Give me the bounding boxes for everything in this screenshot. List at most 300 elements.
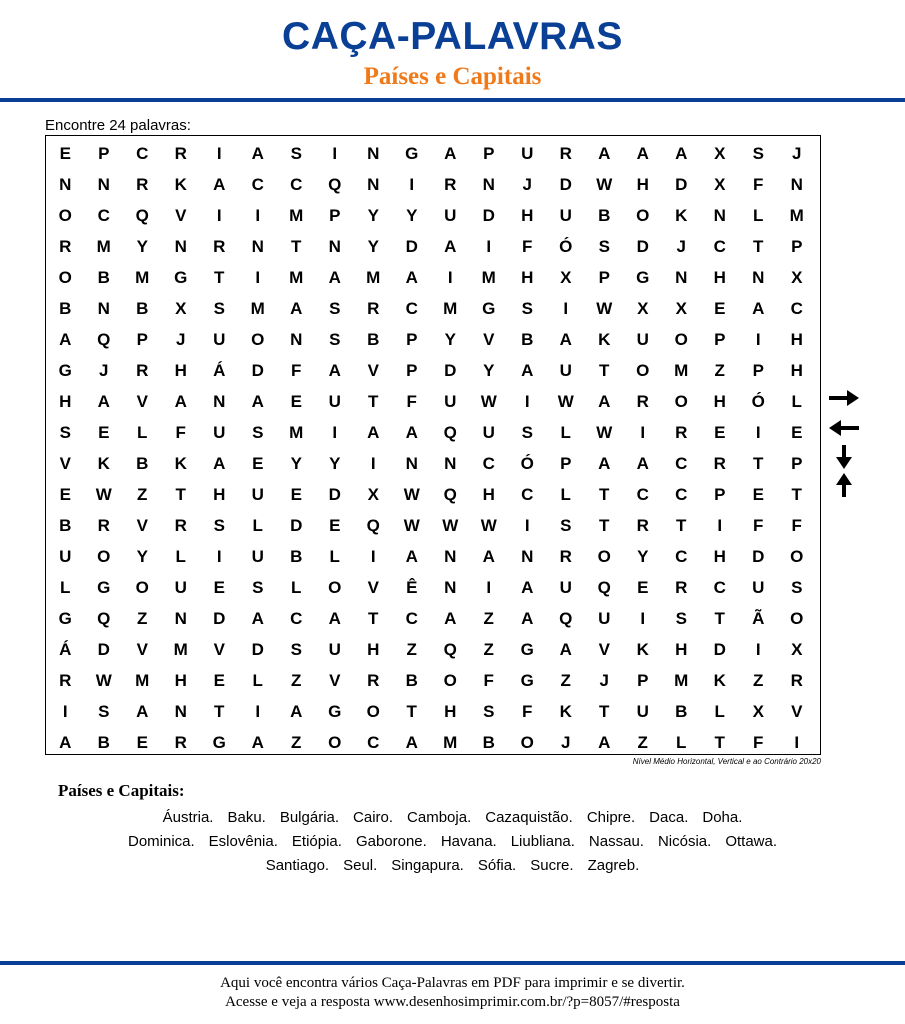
grid-cell[interactable]: N — [174, 702, 187, 721]
grid-cell[interactable]: M — [289, 206, 304, 225]
grid-cell[interactable]: P — [714, 330, 726, 349]
grid-cell[interactable]: U — [482, 423, 495, 442]
grid-cell[interactable]: T — [599, 516, 610, 535]
grid-cell[interactable]: X — [175, 299, 187, 318]
grid-cell[interactable]: L — [252, 671, 263, 690]
grid-cell[interactable]: W — [557, 392, 574, 411]
grid-cell[interactable]: C — [97, 206, 110, 225]
grid-cell[interactable]: B — [521, 330, 534, 349]
grid-cell[interactable]: H — [521, 268, 534, 287]
grid-cell[interactable]: O — [58, 268, 72, 287]
grid-cell[interactable]: N — [405, 454, 418, 473]
grid-cell[interactable]: E — [329, 516, 341, 535]
grid-cell[interactable]: H — [174, 671, 187, 690]
grid-cell[interactable]: C — [405, 609, 418, 628]
grid-cell[interactable]: L — [252, 516, 263, 535]
grid-cell[interactable]: U — [59, 547, 72, 566]
grid-cell[interactable]: A — [59, 330, 72, 349]
grid-cell[interactable]: H — [713, 547, 726, 566]
grid-cell[interactable]: Ã — [752, 609, 765, 628]
grid-cell[interactable]: A — [251, 733, 264, 752]
grid-cell[interactable]: R — [367, 299, 380, 318]
grid-cell[interactable]: J — [792, 144, 802, 163]
grid-cell[interactable]: H — [444, 702, 457, 721]
grid-cell[interactable]: A — [251, 609, 264, 628]
grid-cell[interactable]: Ó — [751, 392, 765, 411]
grid-cell[interactable]: P — [598, 268, 610, 287]
grid-cell[interactable]: G — [58, 609, 72, 628]
grid-cell[interactable]: X — [714, 144, 726, 163]
grid-cell[interactable]: R — [636, 516, 649, 535]
grid-cell[interactable]: I — [755, 423, 761, 442]
grid-cell[interactable]: A — [405, 268, 418, 287]
grid-cell[interactable]: I — [755, 330, 761, 349]
grid-cell[interactable]: U — [636, 330, 649, 349]
grid-cell[interactable]: M — [289, 268, 304, 287]
grid-cell[interactable]: E — [290, 485, 302, 504]
grid-cell[interactable]: E — [136, 733, 148, 752]
grid-cell[interactable]: A — [636, 144, 649, 163]
grid-cell[interactable]: U — [521, 144, 534, 163]
grid-cell[interactable]: A — [444, 144, 457, 163]
grid-cell[interactable]: W — [480, 392, 497, 411]
grid-cell[interactable]: B — [136, 299, 149, 318]
grid-cell[interactable]: M — [443, 299, 458, 318]
grid-cell[interactable]: V — [367, 361, 379, 380]
grid-cell[interactable]: G — [58, 361, 72, 380]
grid-cell[interactable]: I — [216, 206, 222, 225]
grid-cell[interactable]: A — [444, 609, 457, 628]
grid-cell[interactable]: P — [136, 330, 148, 349]
grid-cell[interactable]: C — [251, 175, 264, 194]
grid-cell[interactable]: J — [561, 733, 571, 752]
grid-cell[interactable]: L — [329, 547, 340, 566]
grid-cell[interactable]: A — [97, 392, 110, 411]
grid-cell[interactable]: S — [252, 578, 264, 597]
grid-cell[interactable]: R — [444, 175, 457, 194]
grid-cell[interactable]: Z — [753, 671, 764, 690]
grid-cell[interactable]: M — [366, 268, 381, 287]
grid-cell[interactable]: S — [752, 144, 764, 163]
grid-cell[interactable]: W — [596, 299, 613, 318]
grid-cell[interactable]: C — [790, 299, 803, 318]
grid-cell[interactable]: O — [520, 733, 534, 752]
grid-cell[interactable]: A — [444, 237, 457, 256]
grid-cell[interactable]: A — [405, 733, 418, 752]
grid-cell[interactable]: A — [251, 392, 264, 411]
grid-cell[interactable]: J — [676, 237, 686, 256]
grid-cell[interactable]: Y — [329, 454, 341, 473]
grid-cell[interactable]: O — [58, 206, 72, 225]
grid-cell[interactable]: P — [637, 671, 649, 690]
grid-cell[interactable]: O — [251, 330, 265, 349]
grid-cell[interactable]: K — [713, 671, 726, 690]
grid-cell[interactable]: X — [367, 485, 379, 504]
grid-cell[interactable]: Z — [637, 733, 648, 752]
grid-cell[interactable]: C — [675, 485, 688, 504]
grid-cell[interactable]: A — [521, 361, 534, 380]
grid-cell[interactable]: A — [213, 175, 226, 194]
grid-cell[interactable]: L — [676, 733, 687, 752]
grid-cell[interactable]: U — [752, 578, 765, 597]
grid-cell[interactable]: M — [789, 206, 804, 225]
grid-cell[interactable]: Ê — [406, 578, 418, 597]
grid-cell[interactable]: S — [290, 144, 302, 163]
grid-cell[interactable]: Q — [597, 578, 611, 597]
grid-cell[interactable]: E — [714, 299, 726, 318]
grid-cell[interactable]: E — [59, 144, 71, 163]
grid-cell[interactable]: J — [599, 671, 609, 690]
grid-cell[interactable]: A — [598, 144, 611, 163]
grid-cell[interactable]: W — [403, 516, 420, 535]
grid-cell[interactable]: G — [174, 268, 188, 287]
grid-cell[interactable]: T — [753, 454, 764, 473]
grid-cell[interactable]: Ó — [520, 454, 534, 473]
grid-cell[interactable]: W — [95, 671, 112, 690]
grid-cell[interactable]: U — [444, 206, 457, 225]
grid-cell[interactable]: N — [174, 609, 187, 628]
grid-cell[interactable]: X — [675, 299, 687, 318]
grid-cell[interactable]: D — [290, 516, 303, 535]
grid-cell[interactable]: D — [559, 175, 572, 194]
grid-cell[interactable]: R — [213, 237, 226, 256]
grid-cell[interactable]: O — [135, 578, 149, 597]
grid-cell[interactable]: I — [717, 516, 723, 535]
grid-cell[interactable]: A — [59, 733, 72, 752]
grid-cell[interactable]: X — [791, 640, 803, 659]
grid-cell[interactable]: Q — [328, 175, 342, 194]
grid-cell[interactable]: G — [328, 702, 342, 721]
grid-cell[interactable]: F — [483, 671, 494, 690]
grid-cell[interactable]: Q — [97, 609, 111, 628]
grid-cell[interactable]: V — [136, 516, 148, 535]
grid-cell[interactable]: O — [674, 392, 688, 411]
grid-cell[interactable]: P — [329, 206, 341, 225]
grid-cell[interactable]: U — [251, 485, 264, 504]
grid-cell[interactable]: Z — [483, 640, 494, 659]
grid-cell[interactable]: A — [328, 361, 341, 380]
grid-cell[interactable]: M — [135, 268, 150, 287]
grid-cell[interactable]: A — [328, 268, 341, 287]
grid-cell[interactable]: J — [522, 175, 532, 194]
grid-cell[interactable]: F — [175, 423, 186, 442]
grid-cell[interactable]: Y — [483, 361, 495, 380]
grid-cell[interactable]: L — [560, 423, 571, 442]
grid-cell[interactable]: I — [255, 206, 261, 225]
grid-cell[interactable]: A — [174, 392, 187, 411]
grid-cell[interactable]: T — [599, 361, 610, 380]
grid-cell[interactable]: I — [486, 237, 492, 256]
grid-cell[interactable]: S — [675, 609, 687, 628]
grid-cell[interactable]: V — [367, 578, 379, 597]
grid-cell[interactable]: R — [559, 547, 572, 566]
grid-cell[interactable]: Q — [135, 206, 149, 225]
grid-cell[interactable]: B — [290, 547, 303, 566]
grid-cell[interactable]: A — [752, 299, 765, 318]
grid-cell[interactable]: C — [713, 578, 726, 597]
grid-cell[interactable]: A — [598, 454, 611, 473]
grid-cell[interactable]: A — [290, 702, 303, 721]
grid-cell[interactable]: U — [636, 702, 649, 721]
grid-cell[interactable]: V — [175, 206, 187, 225]
grid-cell[interactable]: C — [636, 485, 649, 504]
grid-cell[interactable]: G — [520, 640, 534, 659]
grid-cell[interactable]: X — [714, 175, 726, 194]
grid-cell[interactable]: H — [675, 640, 688, 659]
grid-cell[interactable]: W — [403, 485, 420, 504]
grid-cell[interactable]: V — [136, 392, 148, 411]
grid-cell[interactable]: H — [367, 640, 380, 659]
grid-cell[interactable]: U — [444, 392, 457, 411]
grid-cell[interactable]: F — [291, 361, 302, 380]
grid-cell[interactable]: Y — [406, 206, 418, 225]
grid-cell[interactable]: S — [59, 423, 71, 442]
grid-cell[interactable]: P — [752, 361, 764, 380]
grid-cell[interactable]: O — [597, 547, 611, 566]
grid-cell[interactable]: I — [563, 299, 569, 318]
grid-cell[interactable]: N — [251, 237, 264, 256]
grid-cell[interactable]: C — [136, 144, 149, 163]
grid-cell[interactable]: O — [443, 671, 457, 690]
grid-cell[interactable]: W — [596, 175, 613, 194]
grid-cell[interactable]: A — [405, 423, 418, 442]
grid-cell[interactable]: A — [251, 144, 264, 163]
grid-cell[interactable]: T — [714, 609, 725, 628]
grid-cell[interactable]: R — [636, 392, 649, 411]
grid-cell[interactable]: S — [521, 423, 533, 442]
grid-cell[interactable]: U — [328, 392, 341, 411]
grid-cell[interactable]: U — [559, 206, 572, 225]
grid-cell[interactable]: E — [714, 423, 726, 442]
grid-cell[interactable]: Y — [290, 454, 302, 473]
grid-cell[interactable]: N — [521, 547, 534, 566]
grid-cell[interactable]: G — [212, 733, 226, 752]
grid-cell[interactable]: N — [213, 392, 226, 411]
grid-cell[interactable]: I — [216, 144, 222, 163]
grid-cell[interactable]: T — [214, 268, 225, 287]
grid-cell[interactable]: L — [714, 702, 725, 721]
grid-cell[interactable]: W — [442, 516, 459, 535]
grid-cell[interactable]: T — [599, 485, 610, 504]
grid-cell[interactable]: R — [136, 175, 149, 194]
grid-cell[interactable]: B — [97, 733, 110, 752]
grid-cell[interactable]: Z — [291, 671, 302, 690]
grid-cell[interactable]: E — [213, 671, 225, 690]
grid-cell[interactable]: D — [675, 175, 688, 194]
grid-cell[interactable]: H — [790, 330, 803, 349]
grid-cell[interactable]: I — [370, 547, 376, 566]
grid-cell[interactable]: K — [174, 175, 187, 194]
grid-cell[interactable]: I — [794, 733, 800, 752]
grid-cell[interactable]: A — [136, 702, 149, 721]
grid-cell[interactable]: U — [559, 361, 572, 380]
grid-cell[interactable]: N — [444, 454, 457, 473]
grid-cell[interactable]: C — [367, 733, 380, 752]
grid-cell[interactable]: U — [559, 578, 572, 597]
grid-cell[interactable]: R — [675, 423, 688, 442]
grid-cell[interactable]: I — [524, 516, 530, 535]
grid-cell[interactable]: Q — [559, 609, 573, 628]
grid-cell[interactable]: S — [252, 423, 264, 442]
grid-cell[interactable]: H — [636, 175, 649, 194]
grid-cell[interactable]: Z — [483, 609, 494, 628]
grid-cell[interactable]: M — [173, 640, 188, 659]
grid-cell[interactable]: Y — [367, 237, 379, 256]
grid-cell[interactable]: Y — [136, 547, 148, 566]
grid-cell[interactable]: T — [599, 702, 610, 721]
grid-cell[interactable]: A — [598, 392, 611, 411]
grid-cell[interactable]: E — [637, 578, 649, 597]
grid-cell[interactable]: H — [713, 268, 726, 287]
grid-cell[interactable]: N — [174, 237, 187, 256]
grid-cell[interactable]: M — [674, 671, 689, 690]
grid-cell[interactable]: E — [290, 392, 302, 411]
grid-cell[interactable]: A — [559, 640, 572, 659]
grid-cell[interactable]: O — [328, 578, 342, 597]
grid-cell[interactable]: R — [174, 733, 187, 752]
grid-cell[interactable]: B — [367, 330, 380, 349]
grid-cell[interactable]: F — [522, 702, 533, 721]
grid-cell[interactable]: A — [521, 609, 534, 628]
grid-cell[interactable]: B — [675, 702, 688, 721]
grid-cell[interactable]: H — [59, 392, 72, 411]
grid-cell[interactable]: T — [368, 392, 379, 411]
grid-cell[interactable]: I — [255, 268, 261, 287]
grid-cell[interactable]: A — [559, 330, 572, 349]
grid-cell[interactable]: A — [290, 299, 303, 318]
grid-cell[interactable]: F — [522, 237, 533, 256]
grid-cell[interactable]: N — [97, 299, 110, 318]
grid-cell[interactable]: X — [560, 268, 572, 287]
grid-cell[interactable]: I — [640, 609, 646, 628]
grid-cell[interactable]: W — [596, 423, 613, 442]
grid-cell[interactable]: Z — [560, 671, 571, 690]
grid-cell[interactable]: N — [444, 547, 457, 566]
grid-cell[interactable]: G — [482, 299, 496, 318]
grid-cell[interactable]: R — [174, 516, 187, 535]
grid-cell[interactable]: M — [96, 237, 111, 256]
grid-cell[interactable]: Q — [443, 640, 457, 659]
grid-cell[interactable]: U — [251, 547, 264, 566]
grid-cell[interactable]: R — [59, 237, 72, 256]
grid-cell[interactable]: N — [444, 578, 457, 597]
grid-cell[interactable]: L — [753, 206, 764, 225]
grid-cell[interactable]: O — [97, 547, 111, 566]
grid-cell[interactable]: T — [214, 702, 225, 721]
grid-cell[interactable]: D — [444, 361, 457, 380]
grid-cell[interactable]: A — [367, 423, 380, 442]
grid-cell[interactable]: R — [675, 578, 688, 597]
grid-cell[interactable]: E — [252, 454, 264, 473]
grid-cell[interactable]: E — [98, 423, 110, 442]
grid-cell[interactable]: S — [290, 640, 302, 659]
grid-cell[interactable]: N — [97, 175, 110, 194]
grid-cell[interactable]: M — [443, 733, 458, 752]
grid-cell[interactable]: D — [97, 640, 110, 659]
grid-cell[interactable]: I — [255, 702, 261, 721]
grid-cell[interactable]: E — [59, 485, 71, 504]
grid-cell[interactable]: I — [755, 640, 761, 659]
grid-cell[interactable]: Z — [714, 361, 725, 380]
grid-cell[interactable]: F — [753, 175, 764, 194]
grid-cell[interactable]: O — [674, 330, 688, 349]
grid-cell[interactable]: D — [213, 609, 226, 628]
grid-cell[interactable]: Y — [637, 547, 649, 566]
grid-cell[interactable]: C — [405, 299, 418, 318]
grid-cell[interactable]: K — [675, 206, 688, 225]
grid-cell[interactable]: A — [675, 144, 688, 163]
grid-cell[interactable]: T — [791, 485, 802, 504]
grid-cell[interactable]: K — [598, 330, 611, 349]
grid-cell[interactable]: M — [135, 671, 150, 690]
grid-cell[interactable]: N — [752, 268, 765, 287]
grid-cell[interactable]: A — [636, 454, 649, 473]
grid-cell[interactable]: A — [405, 547, 418, 566]
grid-cell[interactable]: J — [176, 330, 186, 349]
grid-cell[interactable]: Q — [443, 485, 457, 504]
grid-cell[interactable]: N — [367, 175, 380, 194]
grid-cell[interactable]: Q — [366, 516, 380, 535]
grid-cell[interactable]: S — [329, 299, 341, 318]
grid-cell[interactable]: B — [136, 454, 149, 473]
grid-cell[interactable]: H — [713, 392, 726, 411]
grid-cell[interactable]: O — [790, 609, 804, 628]
grid-cell[interactable]: L — [291, 578, 302, 597]
grid-cell[interactable]: I — [447, 268, 453, 287]
grid-cell[interactable]: N — [59, 175, 72, 194]
grid-cell[interactable]: O — [636, 361, 650, 380]
grid-cell[interactable]: S — [329, 330, 341, 349]
grid-cell[interactable]: B — [405, 671, 418, 690]
grid-cell[interactable]: M — [674, 361, 689, 380]
grid-cell[interactable]: H — [213, 485, 226, 504]
grid-cell[interactable]: T — [175, 485, 186, 504]
grid-cell[interactable]: N — [675, 268, 688, 287]
grid-cell[interactable]: R — [136, 361, 149, 380]
grid-cell[interactable]: T — [368, 609, 379, 628]
grid-cell[interactable]: N — [713, 206, 726, 225]
grid-cell[interactable]: S — [213, 516, 225, 535]
grid-cell[interactable]: R — [790, 671, 803, 690]
grid-cell[interactable]: S — [213, 299, 225, 318]
grid-cell[interactable]: C — [675, 547, 688, 566]
grid-cell[interactable]: Á — [59, 640, 72, 659]
grid-cell[interactable]: H — [174, 361, 187, 380]
grid-cell[interactable]: H — [790, 361, 803, 380]
grid-cell[interactable]: F — [753, 733, 764, 752]
grid-cell[interactable]: G — [520, 671, 534, 690]
grid-cell[interactable]: K — [636, 640, 649, 659]
grid-cell[interactable]: L — [137, 423, 148, 442]
grid-cell[interactable]: B — [482, 733, 495, 752]
grid-cell[interactable]: A — [482, 547, 495, 566]
grid-cell[interactable]: O — [328, 733, 342, 752]
grid-cell[interactable]: N — [328, 237, 341, 256]
grid-cell[interactable]: R — [559, 144, 572, 163]
grid-cell[interactable]: U — [598, 609, 611, 628]
grid-cell[interactable]: V — [598, 640, 610, 659]
grid-cell[interactable]: D — [752, 547, 765, 566]
grid-cell[interactable]: Y — [367, 206, 379, 225]
grid-cell[interactable]: S — [791, 578, 803, 597]
grid-cell[interactable]: I — [332, 423, 338, 442]
grid-cell[interactable]: P — [98, 144, 110, 163]
grid-cell[interactable]: V — [213, 640, 225, 659]
grid-cell[interactable]: B — [97, 268, 110, 287]
grid-cell[interactable]: F — [753, 516, 764, 535]
grid-cell[interactable]: T — [753, 237, 764, 256]
grid-cell[interactable]: W — [480, 516, 497, 535]
